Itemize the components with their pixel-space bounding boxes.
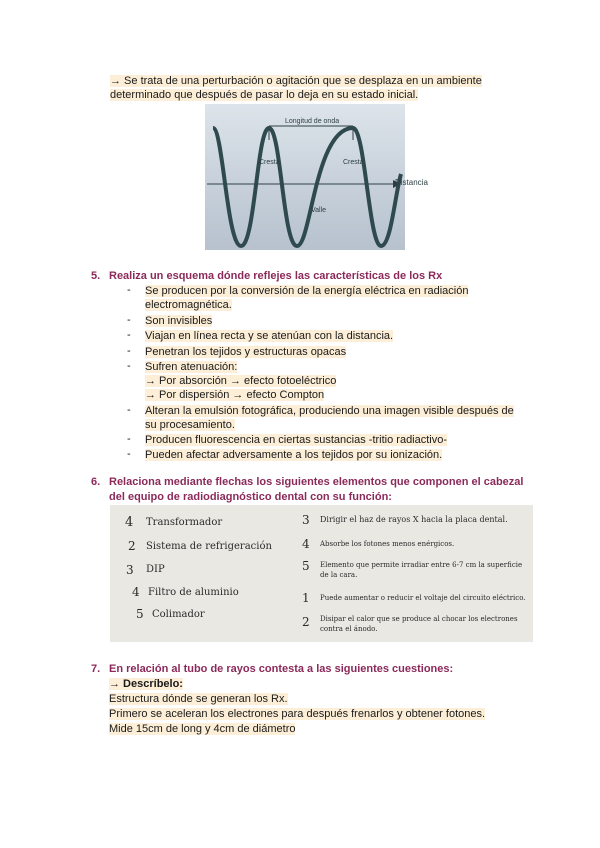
left-num-5: 5 [136, 607, 144, 621]
distance-label-overflow: Distancia [395, 178, 428, 187]
right-text-4: Puede aumentar o reducir el voltaje del circuito eléctrico. [320, 594, 526, 602]
right-text-2: Absorbe los fotones menos enérgicos. [320, 540, 455, 548]
bullet-dash: - [127, 360, 131, 372]
left-label-dip: DIP [146, 564, 165, 575]
bullet-dash: - [127, 284, 131, 296]
trough-label: Valle [311, 207, 327, 214]
q7-line-1: Estructura dónde se generan los Rx. [109, 693, 288, 705]
bullet-dash: - [127, 404, 131, 416]
q5-item-7: Producen fluorescencia en ciertas sustancias -tritio radiactivo- [145, 434, 448, 446]
crest-label-1: Cresta [259, 159, 280, 166]
question-7-title: 7. En relación al tubo de rayos contesta a las siguientes cuestiones: [91, 663, 454, 675]
left-num-3: 3 [126, 563, 134, 577]
left-num-4: 4 [132, 585, 140, 599]
left-label-refrigeracion: Sistema de refrigeración [146, 541, 272, 552]
right-num-4: 1 [302, 591, 310, 605]
right-num-2: 4 [302, 537, 310, 551]
left-num-2: 2 [128, 539, 136, 553]
right-text-5: Disipar el calor que se produce al chocar los electrones [320, 615, 518, 623]
q5-item-6-cont: su procesamiento. [145, 419, 235, 431]
intro-line-2: determinado que después de pasar lo deja en su estado inicial. [110, 89, 419, 101]
q5-item-5-sub-2: → Por dispersión → efecto Compton [145, 389, 325, 401]
q5-item-1: Se producen por la conversión de la energía eléctrica en radiación [145, 285, 469, 297]
q5-item-2: Son invisibles [145, 315, 213, 327]
left-num-1: 4 [125, 515, 134, 530]
right-text-3-cont: de la cara. [320, 571, 358, 579]
question-6-title-line-2: del equipo de radiodiagnóstico dental con su función: [109, 491, 392, 503]
crest-label-2: Cresta [343, 159, 364, 166]
q7-line-3: Mide 15cm de long y 4cm de diámetro [109, 723, 296, 735]
q5-item-8: Pueden afectar adversamente a los tejidos por su ionización. [145, 449, 443, 461]
q5-item-5-sub-1: → Por absorción → efecto fotoeléctrico [145, 375, 337, 387]
q7-line-2: Primero se aceleran los electrones para después frenarlos y obtener fotones. [109, 708, 486, 720]
right-num-5: 2 [302, 615, 310, 629]
left-label-filtro: Filtro de aluminio [148, 587, 239, 598]
bullet-dash: - [127, 448, 131, 460]
question-6-title-line-1: 6. Relaciona mediante flechas los siguientes elementos que componen el cabezal [91, 476, 524, 488]
bullet-dash: - [127, 329, 131, 341]
q5-item-5: Sufren atenuación: [145, 361, 238, 373]
q7-describe-label: → Descríbelo: [109, 678, 183, 690]
bullet-dash: - [127, 433, 131, 445]
right-num-3: 5 [302, 559, 310, 573]
q5-item-4: Penetran los tejidos y estructuras opacas [145, 346, 347, 358]
q5-item-6: Alteran la emulsión fotográfica, produciendo una imagen visible después de [145, 405, 514, 417]
matching-exercise-photo [110, 505, 533, 642]
left-label-colimador: Colimador [152, 609, 205, 620]
intro-line-1: → Se trata de una perturbación o agitación que se desplaza en un ambiente [110, 75, 482, 87]
right-num-1: 3 [302, 513, 310, 527]
q5-item-3: Viajan en línea recta y se atenúan con la distancia. [145, 330, 394, 342]
right-text-5-cont: contra el ánodo. [320, 625, 378, 633]
q5-item-1-cont: electromagnética. [145, 299, 232, 311]
wave-figure [205, 104, 405, 250]
bullet-dash: - [127, 345, 131, 357]
left-label-transformador: Transformador [146, 517, 223, 528]
bullet-dash: - [127, 314, 131, 326]
right-text-3: Elemento que permite irradiar entre 6-7 cm la superficie [320, 561, 523, 569]
wave-diagram [205, 104, 405, 250]
wavelength-label: Longitud de onda [285, 118, 340, 125]
right-text-1: Dirigir el haz de rayos X hacia la placa dental. [320, 515, 508, 524]
question-5-title: 5. Realiza un esquema dónde reflejes las características de los Rx [91, 270, 443, 282]
